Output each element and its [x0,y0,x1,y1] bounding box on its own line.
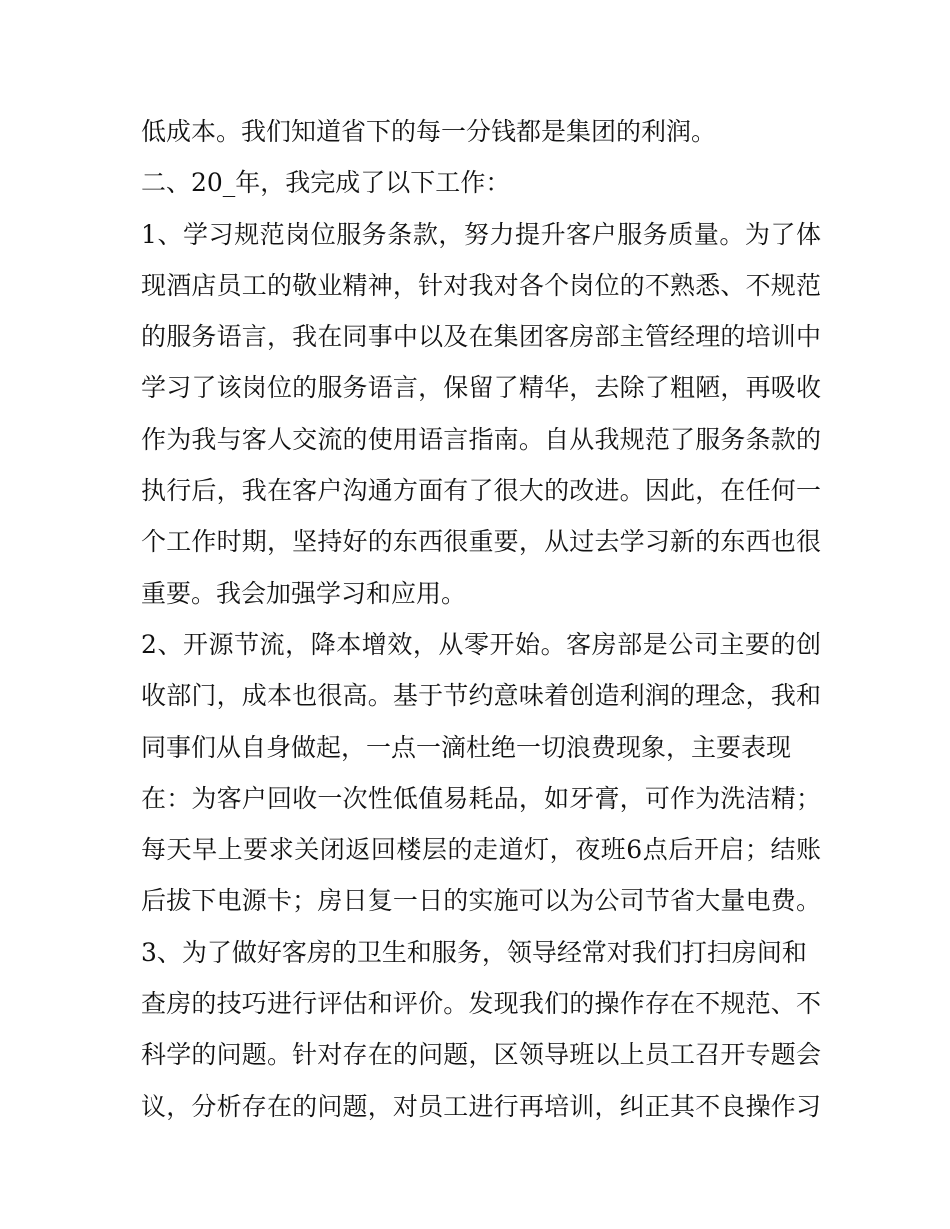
text-line-17: 3、为了做好客房的卫生和服务，领导经常对我们打扫房间和 [141,937,807,967]
text-line-5: 的服务语言，我在同事中以及在集团客房部主管经理的培训中 [141,322,821,352]
text-line-6: 学习了该岗位的服务语言，保留了精华，去除了粗陋，再吸收 [141,373,821,403]
text-line-19: 科学的问题。针对存在的问题，区领导班以上员工召开专题会 [141,1040,821,1070]
text-line-8: 执行后，我在客户沟通方面有了很大的改进。因此，在任何一 [141,476,821,506]
text-line-2: 二、20_年，我完成了以下工作： [141,168,511,198]
text-line-4: 现酒店员工的敬业精神，针对我对各个岗位的不熟悉、不规范 [141,270,821,300]
text-line-1: 低成本。我们知道省下的每一分钱都是集团的利润。 [141,117,717,146]
document-body [141,106,821,1132]
text-line-10: 重要。我会加强学习和应用。 [141,578,467,608]
text-line-18: 查房的技巧进行评估和评价。发现我们的操作存在不规范、不 [141,989,821,1019]
text-line-11: 2、开源节流，降本增效，从零开始。客房部是公司主要的创 [141,629,821,659]
text-line-9: 个工作时期，坚持好的东西很重要，从过去学习新的东西也很 [141,527,821,557]
text-line-15: 每天早上要求关闭返回楼层的走道灯，夜班6点后开启；结账 [141,835,821,865]
text-line-7: 作为我与客人交流的使用语言指南。自从我规范了服务条款的 [141,424,821,454]
text-line-13: 同事们从自身做起，一点一滴杜绝一切浪费现象，主要表现 [141,732,792,762]
text-line-16: 后拔下电源卡；房日复一日的实施可以为公司节省大量电费。 [141,886,821,916]
text-line-20: 议，分析存在的问题，对员工进行再培训，纠正其不良操作习 [141,1091,821,1121]
text-line-14: 在：为客户回收一次性低值易耗品，如牙膏，可作为洗洁精； [141,783,821,813]
text-line-3: 1、学习规范岗位服务条款，努力提升客户服务质量。为了体 [141,219,821,249]
text-line-12: 收部门，成本也很高。基于节约意味着创造利润的理念，我和 [141,681,821,711]
